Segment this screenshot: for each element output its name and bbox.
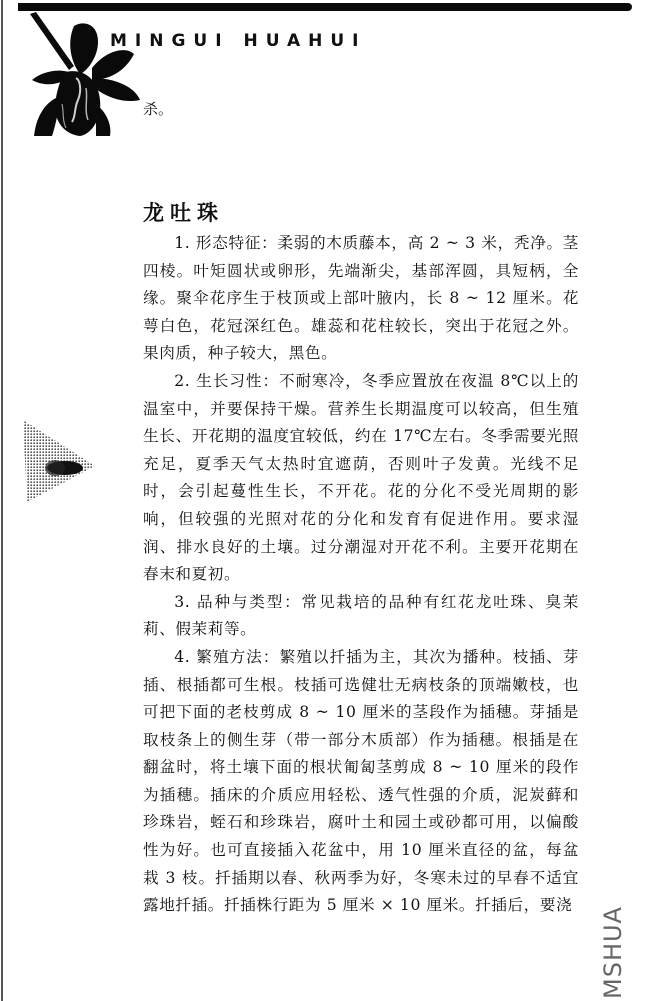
page-left-border [1,0,3,1001]
article-title: 龙吐珠 [143,201,224,225]
section-varieties: 3. 品种与类型：常见栽培的品种有红花龙吐珠、臭茉莉、假茉莉等。 [143,592,579,639]
previous-text-tail: 杀。 [143,100,174,118]
halftone-triangle-icon [15,418,105,508]
watermark: MSHUA [599,906,627,999]
section-morphology: 1. 形态特征：柔弱的木质藤本，高 2 ~ 3 米，秃净。茎四棱。叶矩圆状或卵形，先端渐尖，基部浑圆，具短柄，全缘。聚伞花序生于枝顶或上部叶腋内，长 8 ~ 12 厘米。花萼白色，花冠深红色。雄蕊和花柱较长，突出于花冠之外。果肉质，种子较大，黑色。 [143,234,579,363]
section-propagation: 4. 繁殖方法：繁殖以扦插为主，其次为播种。枝插、芽插、根插都可生根。枝插可选健壮无病枝条的顶端嫩枝，也可把下面的老枝剪成 8 ~ 10 厘米的茎段作为插穗。芽插是取枝条上的侧生芽（带一部分木质部）作为插穗。根插是在翻盆时，将土壤下面的根状匍匐茎剪成 8 ~ 10 厘米的段作为插穗。插床的介质应用轻松、透气性强的介质，泥炭藓和珍珠岩，蛭石和珍珠岩，腐叶土和园土或砂都可用，以偏酸性为好。也可直接插入花盆中，用 10 厘米直径的盆，每盆栽 3 枝。扦插期以春、秋两季为好，冬寒未过的早春不适宜露地扦插。扦插株行距为 5 厘米 × 10 厘米。扦插后，要浇 [143,647,579,915]
section-growth-habit: 2. 生长习性：不耐寒冷，冬季应置放在夜温 8℃以上的温室中，并要保持干燥。营养生长期温度可以较高，但生殖生长、开花期的温度宜较低，约在 17℃左右。冬季需要光照充足，夏季天气太热时宜遮荫，否则叶子发黄。光线不足时，会引起蔓性生长，不开花。花的分化不受光周期的影响，但较强的光照对花的分化和发育有促进作用。要求湿润、排水良好的土壤。过分潮湿对开花不利。主要开花期在春末和夏初。 [143,371,579,584]
article [143,198,579,920]
orchid-icon [22,8,147,138]
running-title: MINGUI HUAHUI [110,31,367,51]
